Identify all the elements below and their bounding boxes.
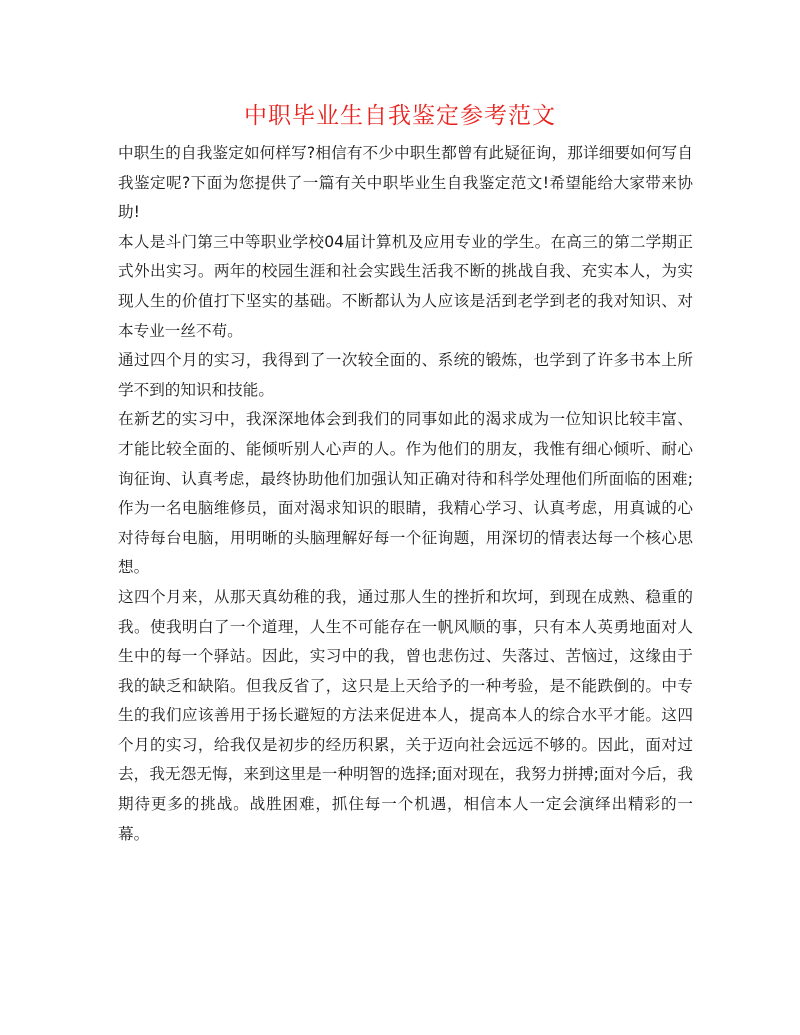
paragraph-internship-summary: 通过四个月的实习，我得到了一次较全面的、系统的锻炼，也学到了许多书本上所学不到的知识和技能。 bbox=[118, 351, 693, 399]
paragraph-intro: 中职生的自我鉴定如何样写?相信有不少中职生都曾有此疑征询，那详细要如何写自我鉴定呢?下面为您提供了一篇有关中职毕业生自我鉴定范文!希望能给大家带来协助! bbox=[118, 144, 693, 222]
paragraph-reflection: 这四个月来，从那天真幼稚的我，通过那人生的挫折和坎坷，到现在成熟、稳重的我。使我明白了一个道理，人生不可能存在一帆风顺的事，只有本人英勇地面对人生中的每一个驿站。因此，实习中的我，曾也悲伤过、失落过、苦恼过，这缘由于我的缺乏和缺陷。但我反省了，这只是上天给予的一种考验，是不能跌倒的。中专生的我们应该善用于扬长避短的方法来促进本人，提高本人的综合水平才能。这四个月的实习，给我仅是初步的经历积累，关于迈向社会远远不够的。因此，面对过去，我无怨无悔，来到这里是一种明智的选择;面对现在，我努力拼搏;面对今后，我期待更多的挑战。战胜困难，抓住每一个机遇，相信本人一定会演绎出精彩的一幕。 bbox=[118, 587, 693, 843]
document-title: 中职毕业生自我鉴定参考范文 bbox=[244, 103, 556, 129]
document-body bbox=[118, 139, 693, 849]
paragraph-internship-experience: 在新艺的实习中，我深深地体会到我们的同事如此的渴求成为一位知识比较丰富、才能比较全面的、能倾听别人心声的人。作为他们的朋友，我惟有细心倾听、耐心询征询、认真考虑，最终协助他们加强认知正确对待和科学处理他们所面临的困难;作为一名电脑维修员，面对渴求知识的眼睛，我精心学习、认真考虑，用真诚的心对待每台电脑，用明晰的头脑理解好每一个征询题，用深切的情表达每一个核心思想。 bbox=[118, 410, 693, 577]
paragraph-self-introduction: 本人是斗门第三中等职业学校04届计算机及应用专业的学生。在高三的第二学期正式外出实习。两年的校园生涯和社会实践生活我不断的挑战自我、充实本人，为实现人生的价值打下坚实的基础。不断都认为人应该是活到老学到老的我对知识、对本专业一丝不苟。 bbox=[118, 232, 693, 340]
